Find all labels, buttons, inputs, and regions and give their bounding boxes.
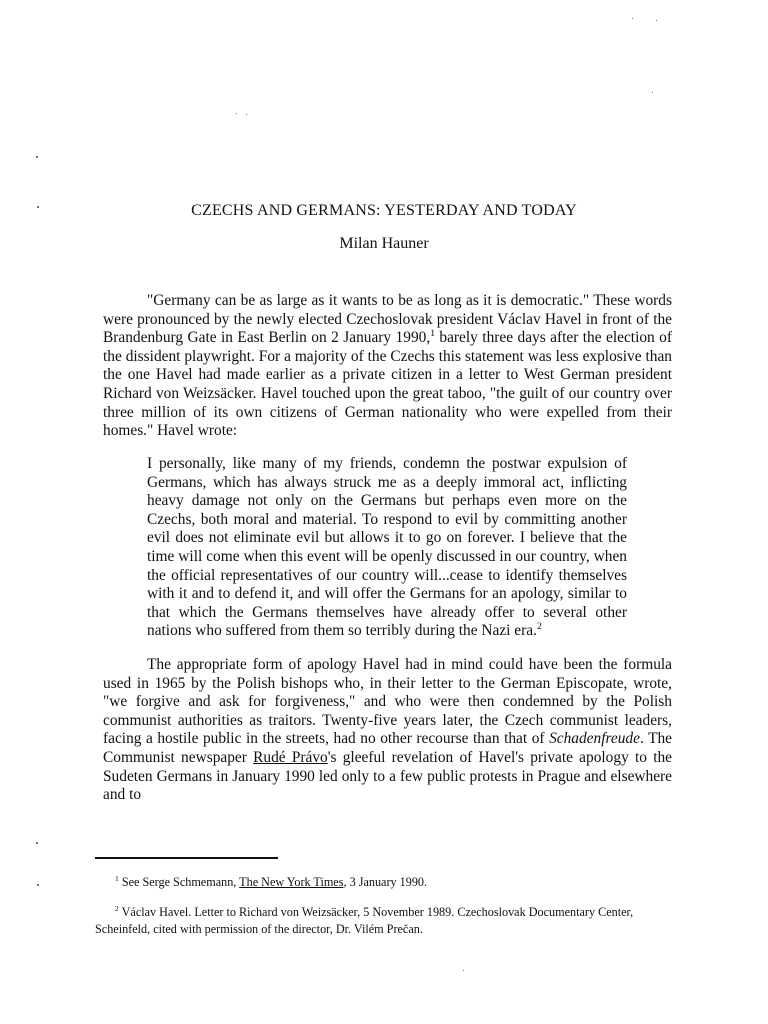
paragraph-1-text-a: "Germany can be as large as it wants to be as long as it is democratic." These words were pronounced by the newly elected Czechoslovak president Václav Havel in front of the Brandenburg Gate in East Berlin on 2 January 1990,: [103, 292, 672, 347]
footnote-2-mark: 2: [115, 903, 119, 913]
paragraph-2-text-a: The appropriate form of apology Havel had in mind could have been the formula used in 1965 by the Polish bishops who, in their letter to the German Episcopate, wrote, "we forgive and ask for forgiveness," and who were then condemned by the Polish communist authorities as traitors. Twenty-five years later, the Czech communist leaders, facing a hostile public in the streets, had no other recourse than that of: [103, 656, 672, 748]
quote-text: I personally, like many of my friends, condemn the postwar expulsion of Germans, which has always struck me as a deeply immoral act, inflicting heavy damage not only on the Germans but perhaps even more on the Czechs, both moral and material. To respond to evil by committing another evil does not eliminate evil but allows it to go on forever. I believe that the time will come when this event will be openly discussed in our country, when the official representatives of our country will...cease to identify themselves with it and to defend it, and will offer the Germans for an apology, similar to that which the Germans themselves have already offer to several other nations who suffered from them so terribly during the Nazi era.: [147, 455, 627, 640]
footnote-2: [95, 904, 680, 938]
footnote-1-text-a: See Serge Schmemann,: [118, 875, 240, 889]
italic-term: Schadenfreude: [549, 730, 640, 748]
footnote-1-text-b: , 3 January 1990.: [343, 875, 428, 889]
footnote-marker-1: 1: [430, 328, 435, 340]
paragraph-2-text-b: . The Communist newspaper: [103, 730, 672, 766]
footnote-1-source: The New York Times: [239, 875, 344, 889]
document-title: CZECHS AND GERMANS: YESTERDAY AND TODAY: [191, 202, 577, 219]
footnote-divider: [95, 857, 278, 859]
scan-speck: [36, 156, 38, 158]
scan-speck: [656, 20, 657, 21]
footnote-1: [95, 874, 680, 891]
scan-speck: [463, 970, 464, 971]
body-paragraph-1: [103, 292, 672, 441]
paragraph-2-text-c: 's gleeful revelation of Havel's private apology to the Sudeten Germans in January 1990 led only to a few public protests in Prague and elsewhere and to: [103, 748, 672, 804]
scan-speck: [246, 114, 247, 115]
scan-speck: [236, 113, 237, 114]
footnote-2-text: Václav Havel. Letter to Richard von Weizsäcker, 5 November 1989. Czechoslovak Documentary Center, Scheinfeld, cited with permission of the director, Dr. Vilém Prečan.: [95, 905, 634, 936]
newspaper-title: Rudé Právo: [253, 748, 328, 766]
scan-speck: [37, 884, 39, 886]
body-paragraph-2: [103, 656, 672, 805]
author-name: Milan Hauner: [339, 235, 429, 252]
scan-speck: [652, 92, 653, 93]
scan-speck: [36, 842, 38, 844]
footnote-1-mark: 1: [115, 873, 119, 883]
block-quote: [147, 455, 627, 641]
scan-speck: [632, 18, 633, 19]
scan-speck: [37, 206, 39, 208]
footnote-marker-2: 2: [536, 621, 542, 633]
paragraph-1-text-b: barely three days after the election of the dissident playwright. For a majority of the Czechs this statement was less explosive than the one Havel had made earlier as a private citizen in a letter to West German president Richard von Weizsäcker. Havel touched upon the great taboo, "the guilt of our country over three million of its own citizens of German nationality who were expelled from their homes." Havel wrote:: [103, 329, 672, 440]
